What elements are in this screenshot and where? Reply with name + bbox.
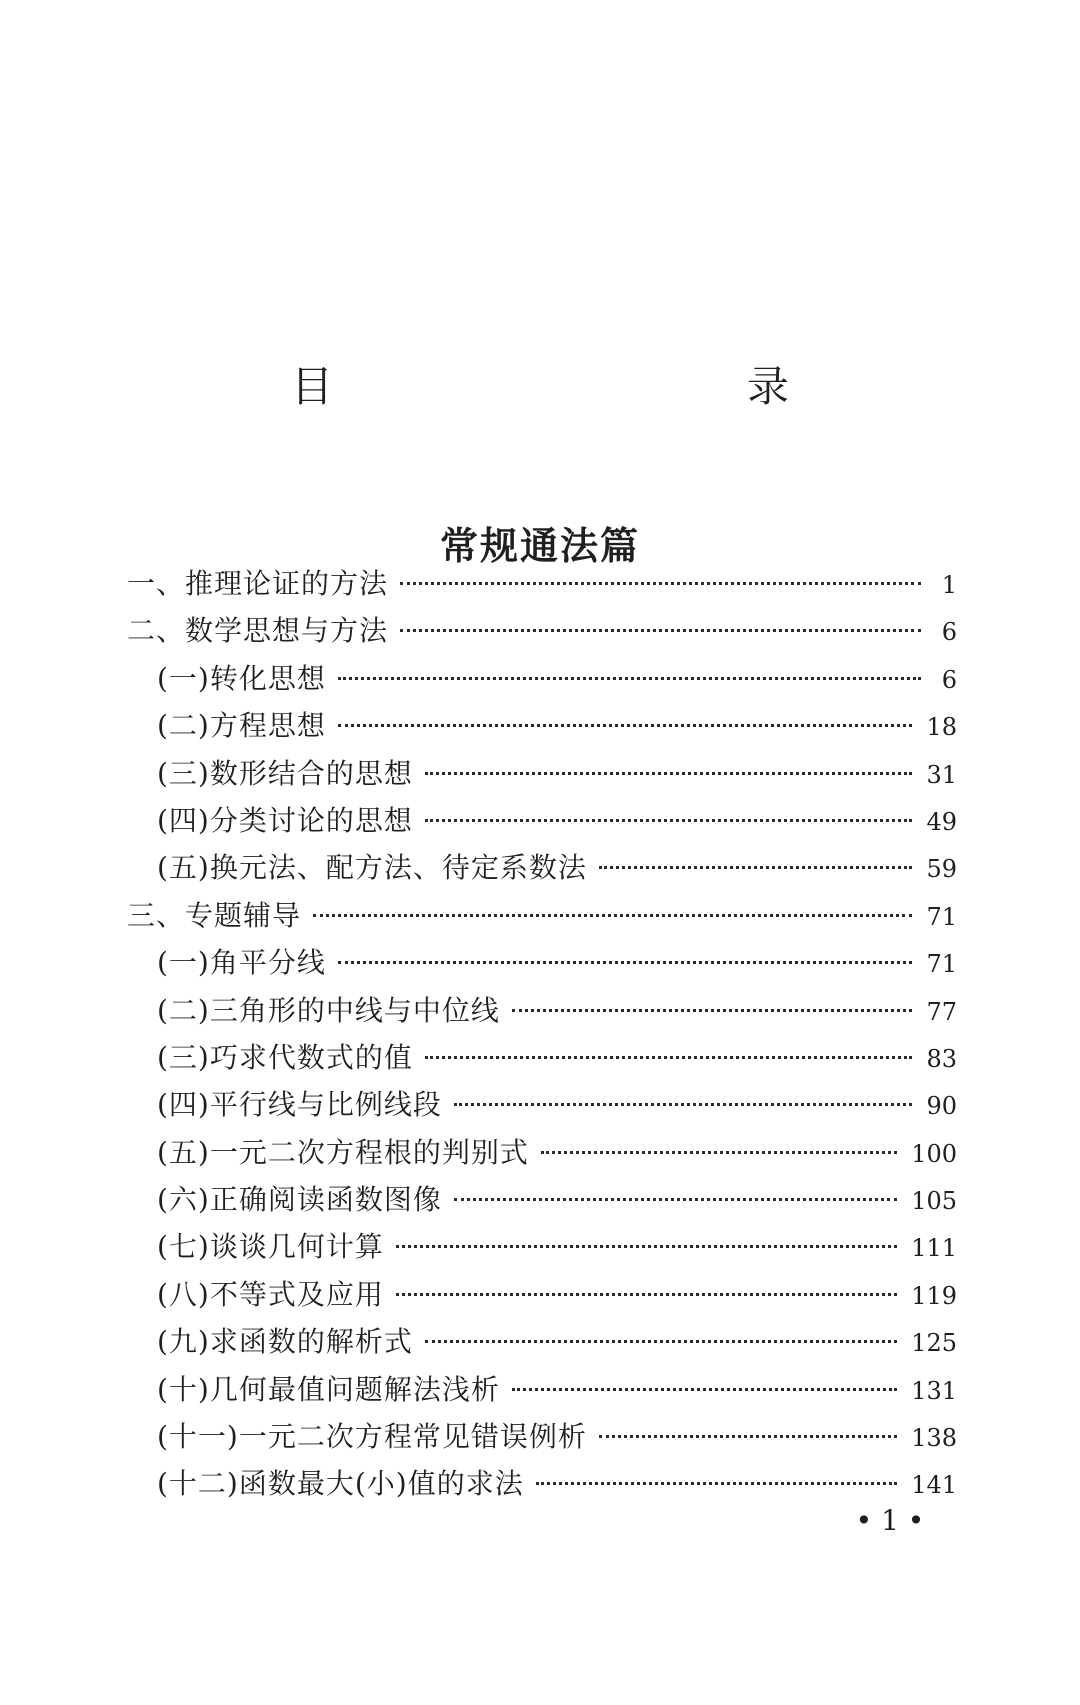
dot-leader (338, 724, 913, 727)
toc-entry[interactable] (127, 1176, 957, 1223)
toc-entry[interactable] (127, 1034, 957, 1081)
toc-entry-label: (五)一元二次方程根的判别式 (157, 1135, 529, 1169)
dot-leader (338, 677, 921, 680)
section-title: 常规通法篇 (439, 522, 640, 568)
toc-entry-page-number: 71 (926, 950, 957, 979)
dot-leader (512, 1388, 897, 1391)
dot-leader (400, 629, 921, 632)
toc-entry-page-number: 90 (926, 1092, 957, 1121)
toc-entry[interactable] (127, 1318, 957, 1365)
toc-entry-label: (一)转化思想 (157, 661, 326, 695)
toc-entry-label: (五)换元法、配方法、待定系数法 (157, 851, 587, 885)
dot-leader (454, 1198, 897, 1201)
dot-leader (396, 1245, 897, 1248)
toc-entry-label: 三、专题辅导 (127, 898, 302, 932)
toc-entry[interactable] (127, 655, 957, 702)
toc-entry-page-number: 77 (926, 997, 957, 1026)
toc-entry[interactable] (127, 939, 957, 986)
toc-entry-page-number: 138 (911, 1424, 957, 1453)
dot-leader (396, 1293, 897, 1296)
toc-entry-page-number: 83 (926, 1044, 957, 1073)
dot-leader (425, 1056, 913, 1059)
toc-entry-page-number: 141 (911, 1471, 957, 1500)
toc-entry[interactable] (127, 1223, 957, 1270)
toc-entry[interactable] (127, 892, 957, 939)
toc-entry-label: (六)正确阅读函数图像 (157, 1183, 442, 1217)
toc-entry[interactable] (127, 1271, 957, 1318)
dot-leader (599, 1435, 897, 1438)
toc-entry-page-number: 6 (941, 665, 957, 694)
dot-leader (313, 914, 912, 917)
toc-entry[interactable] (127, 797, 957, 844)
toc-entry[interactable] (127, 1413, 957, 1460)
toc-entry-label: (四)平行线与比例线段 (157, 1088, 442, 1122)
toc-entry-label: (十二)函数最大(小)值的求法 (157, 1467, 524, 1501)
toc-entry-page-number: 18 (926, 713, 957, 742)
dot-leader (338, 961, 913, 964)
toc-entry[interactable] (127, 1460, 957, 1507)
dot-leader (541, 1151, 897, 1154)
toc-entry-page-number: 31 (926, 760, 957, 789)
dot-leader (425, 819, 913, 822)
toc-entry-label: (七)谈谈几何计算 (157, 1230, 384, 1264)
footer-page-number: • 1 • (855, 1504, 925, 1537)
toc-entry-page-number: 105 (911, 1187, 957, 1216)
toc-entry-page-number: 131 (911, 1376, 957, 1405)
toc-entry-label: (二)三角形的中线与中位线 (157, 993, 500, 1027)
dot-leader (599, 866, 913, 869)
toc-entry-page-number: 100 (911, 1139, 957, 1168)
toc-entry-label: (九)求函数的解析式 (157, 1325, 413, 1359)
toc-entry-label: (四)分类讨论的思想 (157, 803, 413, 837)
page-title: 目 录 (290, 362, 899, 412)
toc-entry-label: (十一)一元二次方程常见错误例析 (157, 1420, 587, 1454)
toc-entry-page-number: 111 (911, 1234, 957, 1263)
dot-leader (454, 1103, 913, 1106)
toc-entry[interactable] (127, 1366, 957, 1413)
dot-leader (425, 772, 913, 775)
toc-entry-page-number: 59 (926, 855, 957, 884)
dot-leader (400, 582, 921, 585)
toc-entry-label: 二、数学思想与方法 (127, 614, 389, 648)
toc-entry[interactable] (127, 1081, 957, 1128)
toc-entry-label: (十)几何最值问题解法浅析 (157, 1372, 500, 1406)
dot-leader (536, 1482, 897, 1485)
toc-entry-label: 一、推理论证的方法 (127, 567, 389, 600)
toc-entry[interactable] (127, 750, 957, 797)
toc-entry-page-number: 125 (911, 1329, 957, 1358)
toc-entry-label: (八)不等式及应用 (157, 1277, 384, 1311)
toc-entry[interactable] (127, 607, 957, 654)
table-of-contents (127, 560, 957, 1508)
toc-entry-page-number: 71 (926, 902, 957, 931)
toc-entry-page-number: 49 (926, 807, 957, 836)
toc-entry-label: (一)角平分线 (157, 946, 326, 980)
toc-entry[interactable] (127, 1129, 957, 1176)
dot-leader (512, 1009, 913, 1012)
toc-entry-label: (二)方程思想 (157, 709, 326, 743)
toc-entry-page-number: 1 (941, 571, 957, 599)
toc-entry[interactable] (127, 844, 957, 891)
toc-entry-label: (三)巧求代数式的值 (157, 1040, 413, 1074)
toc-entry[interactable] (127, 987, 957, 1034)
toc-entry[interactable] (127, 560, 957, 607)
toc-entry-page-number: 119 (911, 1281, 957, 1310)
toc-entry-label: (三)数形结合的思想 (157, 756, 413, 790)
toc-entry-page-number: 6 (941, 618, 957, 647)
dot-leader (425, 1340, 897, 1343)
toc-entry[interactable] (127, 702, 957, 749)
